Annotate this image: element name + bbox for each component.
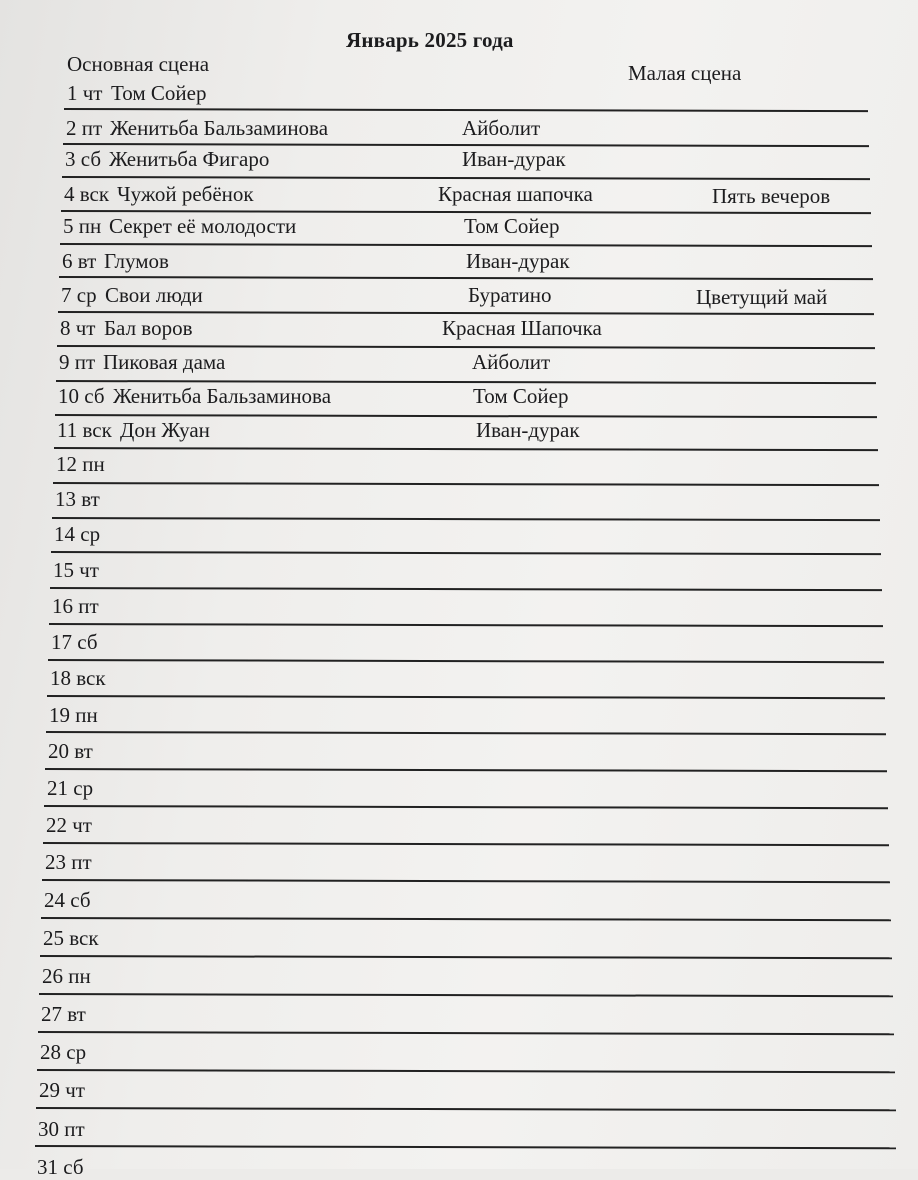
row-divider <box>36 1107 896 1111</box>
small-stage-show: Том Сойер <box>473 384 569 408</box>
row-divider <box>60 243 872 247</box>
main-stage-show: Женитьба Бальзаминова <box>113 384 332 408</box>
day-date: 1 чт <box>67 81 103 105</box>
row-divider <box>48 659 884 663</box>
main-stage-show: Секрет её молодости <box>109 214 297 238</box>
day-date: 24 сб <box>44 888 91 912</box>
main-stage-show: Свои люди <box>105 283 203 307</box>
row-divider <box>39 993 893 997</box>
day-date: 22 чт <box>46 813 92 837</box>
row-divider <box>54 447 878 451</box>
extra-show: Пять вечеров <box>712 184 831 208</box>
row-divider <box>50 587 882 591</box>
small-stage-show: Айболит <box>462 116 541 140</box>
row-divider <box>57 345 875 349</box>
day-date: 11 вск <box>57 418 112 442</box>
row-divider <box>45 768 887 772</box>
day-date: 31 сб <box>37 1155 84 1179</box>
day-date: 20 вт <box>48 739 93 763</box>
main-stage-show: Глумов <box>104 249 169 273</box>
row-divider <box>49 623 883 627</box>
day-date: 6 вт <box>62 249 97 273</box>
day-date: 30 пт <box>38 1117 85 1141</box>
row-divider <box>42 879 890 883</box>
row-divider <box>53 482 879 486</box>
day-date: 29 чт <box>39 1078 85 1102</box>
day-date: 17 сб <box>51 630 98 654</box>
day-date: 2 пт <box>66 116 103 140</box>
day-date: 12 пн <box>56 452 105 476</box>
day-date: 10 сб <box>58 384 105 408</box>
day-date: 23 пт <box>45 850 92 874</box>
small-stage-show: Иван-дурак <box>476 418 580 442</box>
day-date: 15 чт <box>53 558 99 582</box>
small-stage-show: Красная шапочка <box>438 182 593 206</box>
row-divider <box>40 955 892 959</box>
day-date: 19 пн <box>49 703 98 727</box>
main-stage-show: Женитьба Фигаро <box>109 147 270 171</box>
day-date: 25 вск <box>43 926 99 950</box>
main-stage-show: Дон Жуан <box>120 418 210 442</box>
row-divider <box>52 517 880 521</box>
row-divider <box>41 917 891 921</box>
row-divider <box>43 842 889 846</box>
row-divider <box>47 695 885 699</box>
row-divider <box>38 1031 894 1035</box>
extra-show: Цветущий май <box>696 285 828 309</box>
main-stage-show: Чужой ребёнок <box>117 182 254 206</box>
small-stage-show: Иван-дурак <box>462 147 566 171</box>
row-divider <box>37 1069 895 1073</box>
day-date: 28 ср <box>40 1040 87 1064</box>
row-divider <box>59 276 873 280</box>
main-stage-header: Основная сцена <box>67 52 210 76</box>
row-divider <box>44 805 888 809</box>
row-divider <box>46 731 886 735</box>
day-date: 9 пт <box>59 350 96 374</box>
day-date: 4 вск <box>64 182 110 206</box>
day-date: 18 вск <box>50 666 106 690</box>
main-stage-show: Пиковая дама <box>103 350 226 374</box>
main-stage-show: Том Сойер <box>111 81 207 105</box>
row-divider <box>64 108 868 112</box>
day-date: 8 чт <box>60 316 96 340</box>
small-stage-show: Иван-дурак <box>466 249 570 273</box>
day-date: 14 ср <box>54 522 101 546</box>
day-date: 3 сб <box>65 147 102 171</box>
day-date: 26 пн <box>42 964 91 988</box>
small-stage-show: Том Сойер <box>464 214 560 238</box>
day-date: 13 вт <box>55 487 100 511</box>
row-divider <box>51 551 881 555</box>
row-divider <box>62 176 870 180</box>
row-divider <box>58 311 874 315</box>
main-stage-show: Женитьба Бальзаминова <box>110 116 329 140</box>
small-stage-header: Малая сцена <box>628 61 742 85</box>
small-stage-show: Красная Шапочка <box>442 316 602 340</box>
day-date: 7 ср <box>61 283 97 307</box>
small-stage-show: Буратино <box>468 283 552 307</box>
day-date: 27 вт <box>41 1002 86 1026</box>
day-date: 16 пт <box>52 594 99 618</box>
page-title: Январь 2025 года <box>346 28 514 52</box>
row-divider <box>35 1145 896 1149</box>
day-date: 21 ср <box>47 776 94 800</box>
day-date: 5 пн <box>63 214 102 238</box>
small-stage-show: Айболит <box>472 350 551 374</box>
main-stage-show: Бал воров <box>104 316 193 340</box>
